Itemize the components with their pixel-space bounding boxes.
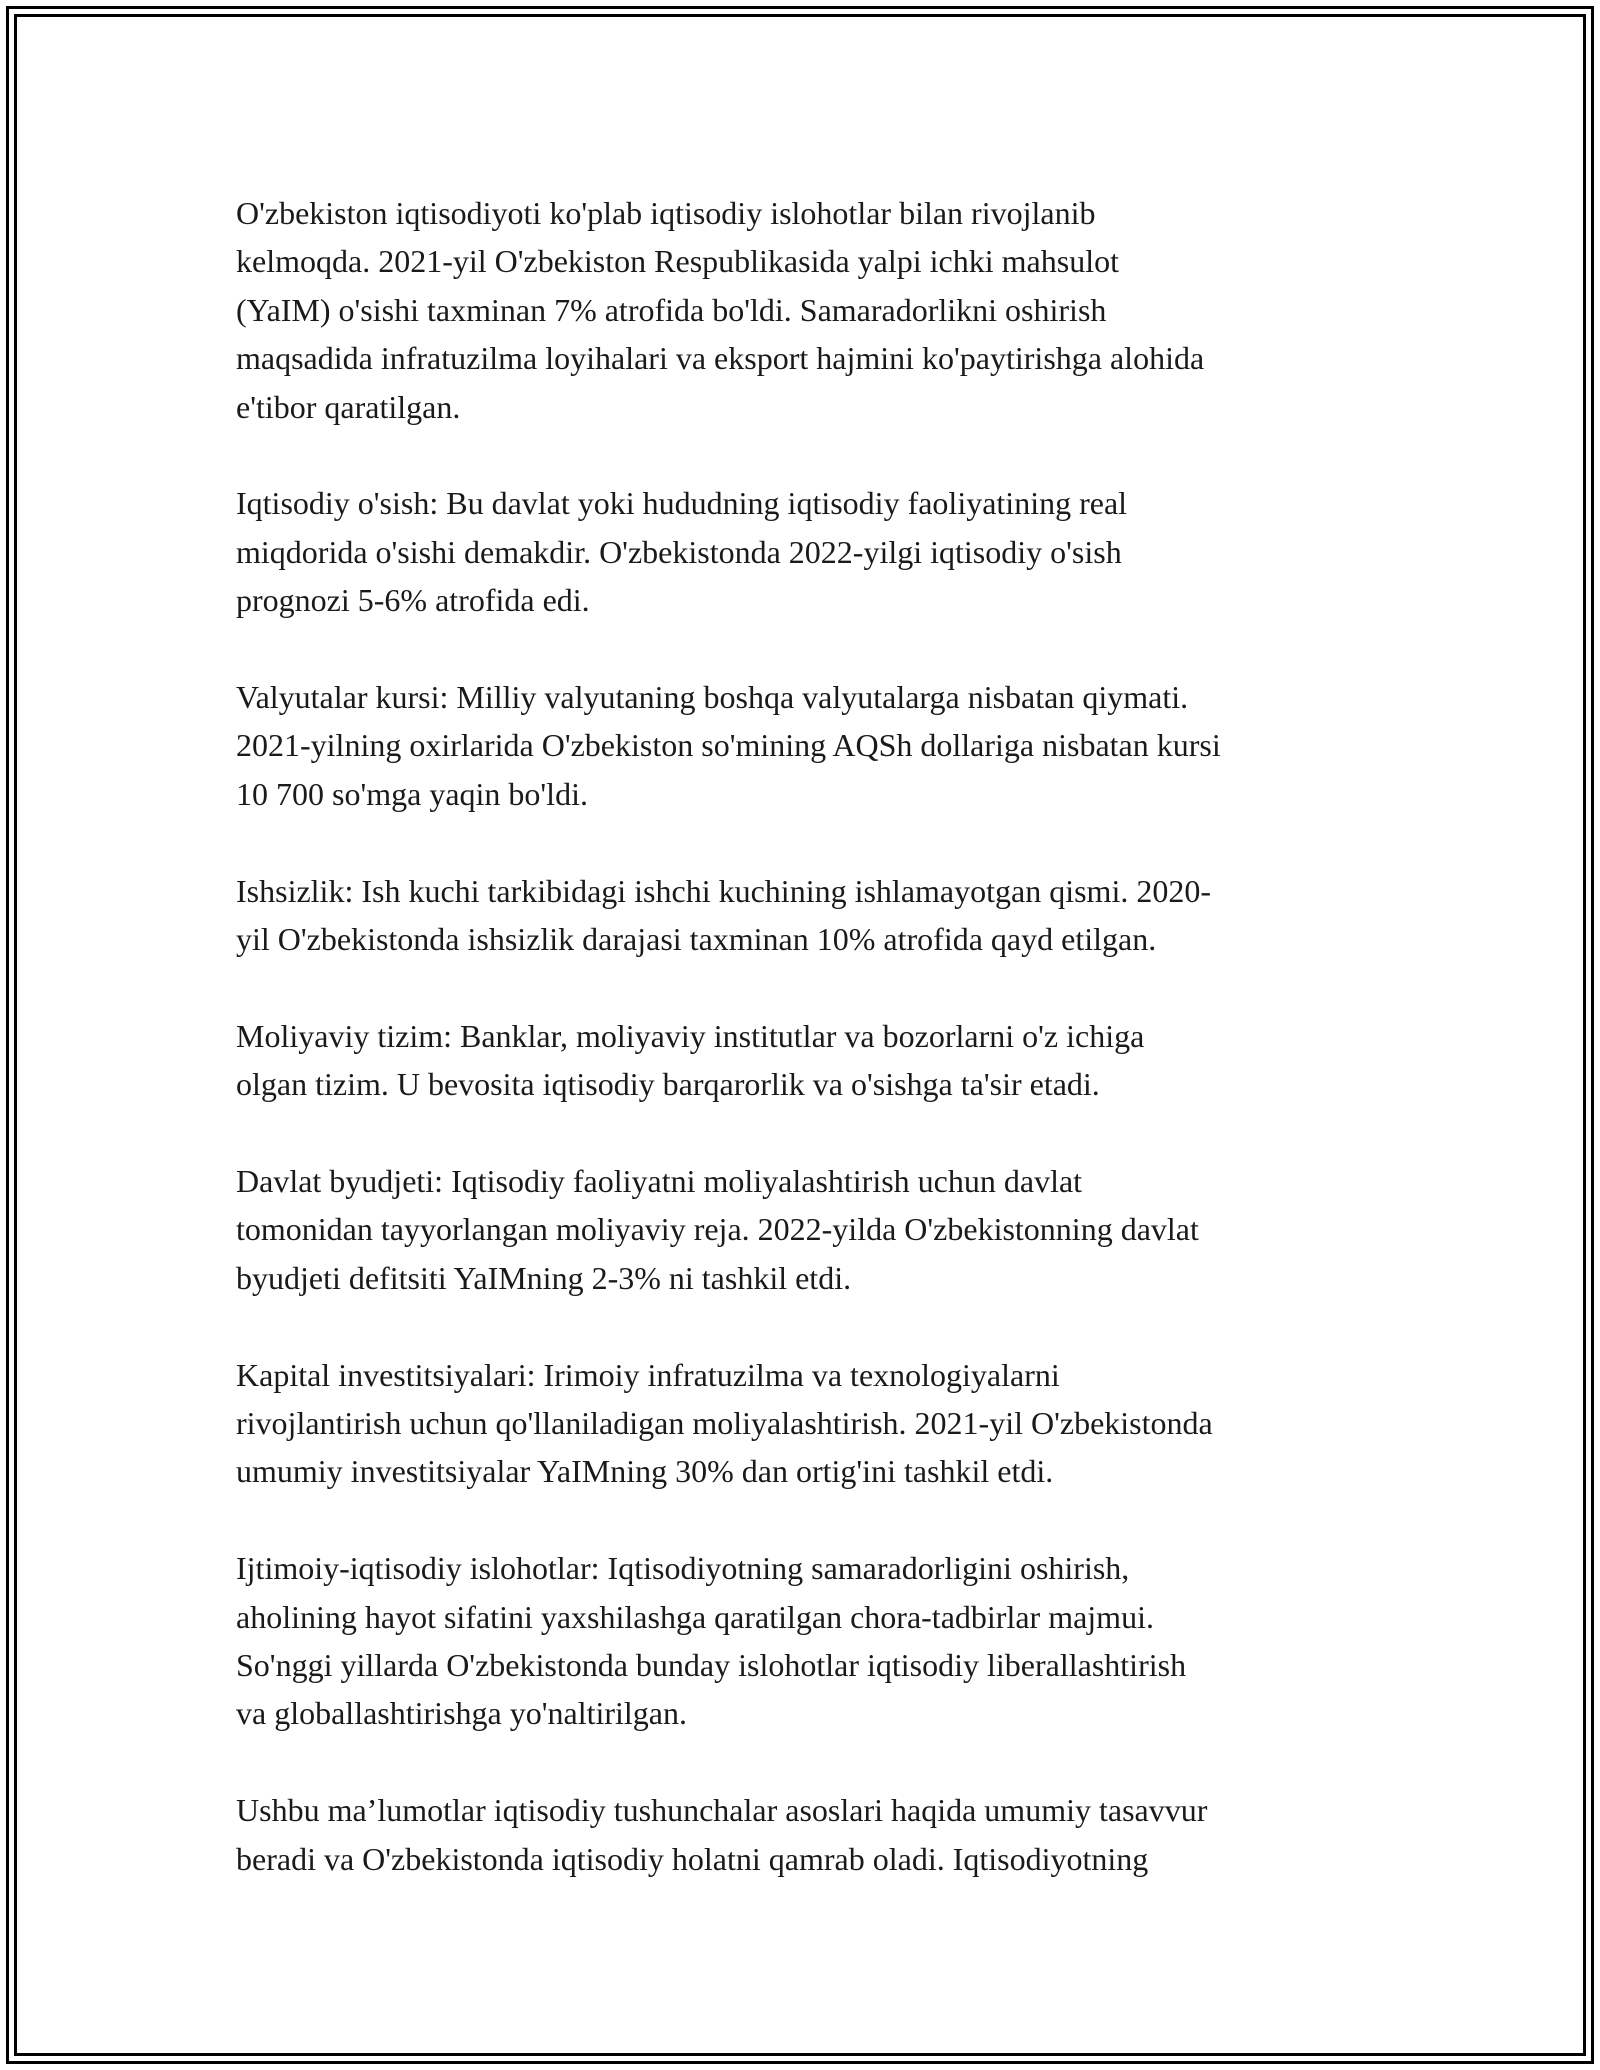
paragraph-6 — [236, 1157, 1386, 1302]
text-line: O'zbekiston iqtisodiyoti ko'plab iqtisodiy islohotlar bilan rivojlanib — [236, 195, 1096, 231]
text-line: e'tibor qaratilgan. — [236, 388, 461, 425]
text-line: Kapital investitsiyalari: Irimoiy infratuzilma va texnologiyalarni — [236, 1356, 1060, 1393]
text-line: Ishsizlik: Ish kuchi tarkibidagi ishchi kuchining ishlamayotgan qismi. 2020- — [236, 872, 1211, 909]
text-line: Davlat byudjeti: Iqtisodiy faoliyatni moliyalashtirish uchun davlat — [236, 1163, 1083, 1200]
text-line: aholining hayot sifatini yaxshilashga qaratilgan chora-tadbirlar majmui. — [236, 1598, 1154, 1635]
text-line: yil O'zbekistonda ishsizlik darajasi taxminan 10% atrofida qayd etilgan. — [236, 921, 1157, 958]
paragraph-9 — [236, 1786, 1386, 1883]
text-line: Ijtimoiy-iqtisodiy islohotlar: Iqtisodiyotning samaradorligini oshirish, — [236, 1550, 1130, 1587]
document-body — [236, 189, 1386, 1931]
text-line: Iqtisodiy o'sish: Bu davlat yoki hududning iqtisodiy faoliyatining real — [236, 485, 1128, 522]
text-line: (YaIM) o'sishi taxminan 7% atrofida bo'ldi. Samaradorlikni oshirish — [236, 291, 1107, 328]
text-line: So'nggi yillarda O'zbekistonda bunday islohotlar iqtisodiy liberallashtirish — [236, 1647, 1187, 1684]
text-line: maqsadida infratuzilma loyihalari va eksport hajmini ko'paytirishga alohida — [236, 340, 1205, 377]
text-line: 2021-yilning oxirlarida O'zbekiston so'mining AQSh dollariga nisbatan kursi — [236, 727, 1221, 764]
paragraph-8 — [236, 1544, 1386, 1738]
text-line: Valyutalar kursi: Milliy valyutaning boshqa valyutalarga nisbatan qiymati. — [236, 679, 1189, 716]
paragraph-7 — [236, 1351, 1386, 1496]
paragraph-5 — [236, 1012, 1386, 1109]
text-line: olgan tizim. U bevosita iqtisodiy barqarorlik va o'sishga ta'sir etadi. — [236, 1066, 1100, 1103]
text-line: Ushbu ma’lumotlar iqtisodiy tushunchalar asoslari haqida umumiy tasavvur — [236, 1792, 1208, 1829]
text-line: byudjeti defitsiti YaIMning 2-3% ni tashkil etdi. — [236, 1259, 852, 1296]
text-line: beradi va O'zbekistonda iqtisodiy holatni qamrab oladi. Iqtisodiyotning — [236, 1840, 1149, 1877]
text-line: va globallashtirishga yo'naltirilgan. — [236, 1695, 687, 1732]
text-line: 10 700 so'mga yaqin bo'ldi. — [236, 775, 588, 812]
paragraph-2 — [236, 479, 1386, 624]
paragraph-1 — [236, 189, 1386, 431]
text-line: miqdorida o'sishi demakdir. O'zbekistonda 2022-yilgi iqtisodiy o'sish — [236, 533, 1122, 570]
text-line: umumiy investitsiyalar YaIMning 30% dan ortig'ini tashkil etdi. — [236, 1453, 1054, 1490]
text-line: tomonidan tayyorlangan moliyaviy reja. 2022-yilda O'zbekistonning davlat — [236, 1211, 1199, 1248]
text-line: prognozi 5-6% atrofida edi. — [236, 582, 590, 619]
paragraph-4 — [236, 867, 1386, 964]
text-line: Moliyaviy tizim: Banklar, moliyaviy institutlar va bozorlarni o'z ichiga — [236, 1017, 1145, 1054]
text-line: kelmoqda. 2021-yil O'zbekiston Respublikasida yalpi ichki mahsulot — [236, 243, 1119, 280]
text-line: rivojlantirish uchun qo'llaniladigan moliyalashtirish. 2021-yil O'zbekistonda — [236, 1405, 1213, 1442]
paragraph-3 — [236, 673, 1386, 818]
